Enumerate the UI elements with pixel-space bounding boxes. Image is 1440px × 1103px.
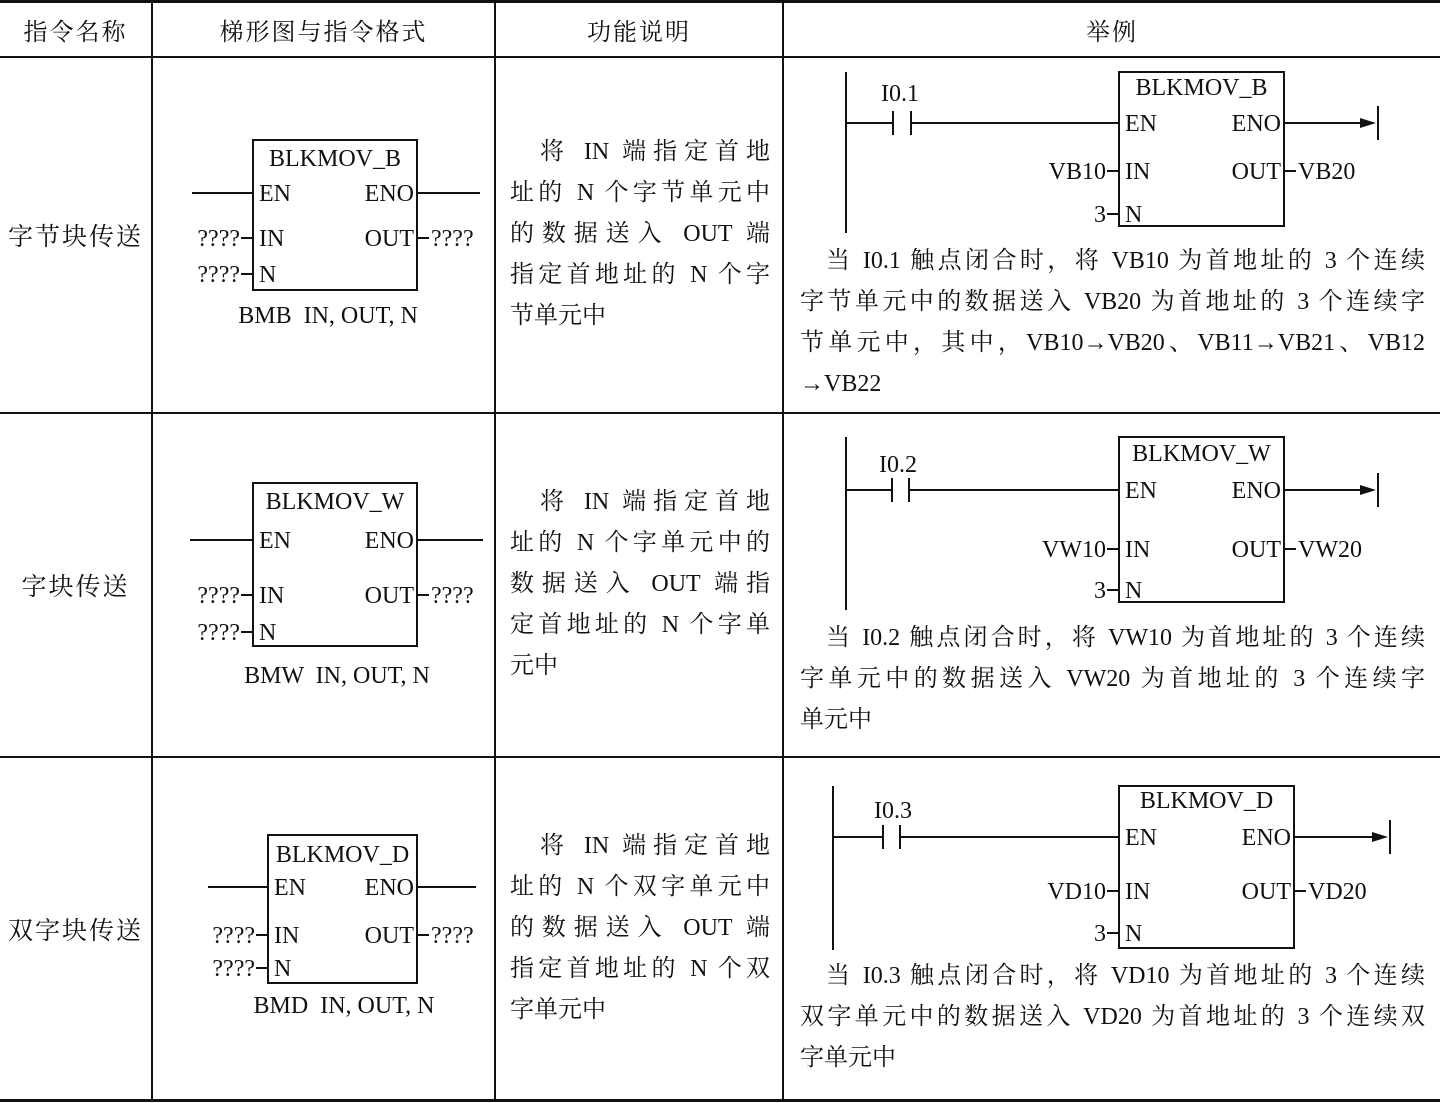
description-line: 的数据送入 OUT 端	[510, 915, 770, 941]
contact-label: I0.1	[881, 81, 919, 107]
box-title: BLKMOV_D	[1139, 788, 1274, 814]
description-line: 将 IN 端指定首地	[540, 833, 770, 859]
ladder-symbol	[192, 140, 480, 329]
eno-pin-label: ENO	[1241, 825, 1291, 851]
en-pin-label: EN	[1125, 478, 1157, 504]
ladder-symbol	[208, 835, 476, 1019]
en-pin-label: EN	[1125, 111, 1157, 137]
example-line: 字节单元中的数据送入 VB20 为首地址的 3 个连续字	[800, 289, 1425, 315]
description-line: 指定首地址的 N 个字	[510, 262, 770, 288]
n-pin-label: N	[259, 620, 277, 646]
eno-pin-label: ENO	[364, 181, 414, 207]
en-pin-label: EN	[259, 181, 291, 207]
instruction-format: BMB IN, OUT, N	[238, 303, 418, 329]
instruction-name: 双字块传送	[7, 917, 143, 945]
description-line: 址的 N 个字单元中的	[510, 530, 770, 556]
in-operand: VB10	[1048, 159, 1106, 185]
n-operand: ????	[197, 262, 240, 288]
description-line: 定首地址的 N 个字单	[510, 612, 770, 638]
ladder-symbol	[190, 483, 483, 689]
in-pin-label: IN	[259, 583, 285, 609]
box-title: BLKMOV_W	[265, 489, 405, 515]
n-pin-label: N	[1125, 921, 1143, 947]
header-function: 功能说明	[587, 19, 691, 46]
en-pin-label: EN	[259, 528, 291, 554]
description-line: 字单元中	[510, 997, 606, 1023]
in-operand: ????	[197, 583, 240, 609]
in-pin-label: IN	[1125, 537, 1151, 563]
out-operand: ????	[431, 226, 474, 252]
out-pin-label: OUT	[364, 923, 414, 949]
description-line: 址的 N 个双字单元中	[510, 874, 770, 900]
example-line: 字单元中	[800, 1045, 896, 1071]
example-line: 当 I0.2 触点闭合时，将 VW10 为首地址的 3 个连续	[826, 625, 1425, 651]
description-line: 将 IN 端指定首地	[540, 489, 770, 515]
in-pin-label: IN	[274, 923, 300, 949]
arrow-head	[1360, 485, 1376, 495]
example-rung	[833, 786, 1390, 950]
n-operand: 3	[1094, 202, 1106, 228]
n-pin-label: N	[259, 262, 277, 288]
eno-pin-label: ENO	[1231, 478, 1281, 504]
instruction-format: BMD IN, OUT, N	[253, 993, 435, 1019]
description-line: 的数据送入 OUT 端	[510, 221, 770, 247]
out-operand: ????	[431, 923, 474, 949]
out-pin-label: OUT	[364, 583, 414, 609]
description-line: 节单元中	[510, 303, 606, 329]
header-instruction-name: 指令名称	[23, 19, 128, 46]
out-pin-label: OUT	[1231, 159, 1281, 185]
example-line: 当 I0.3 触点闭合时，将 VD10 为首地址的 3 个连续	[826, 963, 1425, 989]
box-title: BLKMOV_B	[268, 146, 402, 172]
example-rung	[846, 72, 1378, 233]
n-pin-label: N	[1125, 202, 1143, 228]
n-pin-label: N	[1125, 578, 1143, 604]
eno-pin-label: ENO	[364, 528, 414, 554]
n-pin-label: N	[274, 956, 292, 982]
instruction-name: 字块传送	[21, 574, 130, 601]
arrow-head	[1360, 118, 1376, 128]
example-rung	[846, 437, 1378, 610]
out-pin-label: OUT	[1241, 879, 1291, 905]
example-line: 字单元中的数据送入 VW20 为首地址的 3 个连续字	[800, 666, 1425, 692]
instruction-name: 字节块传送	[7, 224, 143, 251]
in-pin-label: IN	[259, 226, 285, 252]
out-pin-label: OUT	[1231, 537, 1281, 563]
out-operand: VB20	[1298, 159, 1356, 185]
example-line: 双字单元中的数据送入 VD20 为首地址的 3 个连续双	[800, 1004, 1425, 1030]
example-line: 单元中	[800, 707, 872, 733]
header-example: 举例	[1086, 19, 1138, 46]
n-operand: ????	[212, 956, 255, 982]
eno-pin-label: ENO	[364, 875, 414, 901]
header-ladder-format: 梯形图与指令格式	[219, 19, 428, 46]
out-operand: ????	[431, 583, 474, 609]
instruction-format: BMW IN, OUT, N	[244, 663, 430, 689]
example-line: 节单元中，其中，VB10→VB20、VB11→VB21、VB12	[800, 330, 1425, 356]
in-operand: VW10	[1042, 537, 1106, 563]
box-title: BLKMOV_D	[275, 842, 410, 868]
in-operand: VD10	[1047, 879, 1106, 905]
description-line: 数据送入 OUT 端指	[510, 571, 770, 597]
box-title: BLKMOV_B	[1135, 75, 1268, 101]
n-operand: ????	[197, 620, 240, 646]
out-operand: VD20	[1308, 879, 1367, 905]
box-title: BLKMOV_W	[1132, 441, 1271, 467]
description-line: 址的 N 个字节单元中	[510, 180, 770, 206]
arrow-head	[1372, 832, 1388, 842]
n-operand: 3	[1094, 921, 1106, 947]
example-line: 当 I0.1 触点闭合时，将 VB10 为首地址的 3 个连续	[826, 248, 1425, 274]
en-pin-label: EN	[1125, 825, 1157, 851]
description-line: 指定首地址的 N 个双	[510, 956, 770, 982]
out-pin-label: OUT	[364, 226, 414, 252]
in-pin-label: IN	[1125, 879, 1151, 905]
eno-pin-label: ENO	[1231, 111, 1281, 137]
example-line: →VB22	[800, 371, 882, 397]
contact-label: I0.2	[879, 452, 917, 478]
out-operand: VW20	[1298, 537, 1362, 563]
en-pin-label: EN	[274, 875, 306, 901]
description-line: 将 IN 端指定首地	[540, 139, 770, 165]
contact-label: I0.3	[874, 798, 912, 824]
in-pin-label: IN	[1125, 159, 1151, 185]
in-operand: ????	[197, 226, 240, 252]
description-line: 元中	[510, 653, 558, 679]
n-operand: 3	[1094, 578, 1106, 604]
in-operand: ????	[212, 923, 255, 949]
